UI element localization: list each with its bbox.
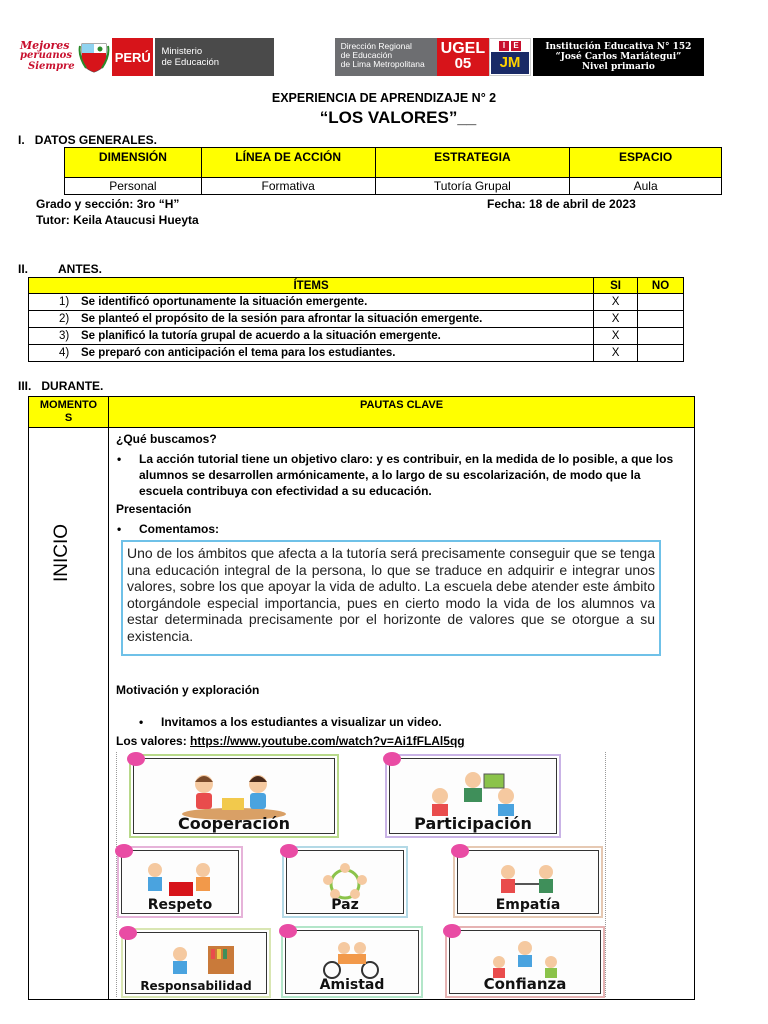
momento-inicio: INICIO — [51, 523, 73, 583]
badge-icon — [279, 924, 297, 938]
que-buscamos-heading: ¿Qué buscamos? — [116, 432, 217, 446]
children-respect-icon — [135, 860, 225, 900]
durante-table — [28, 396, 695, 1000]
comentamos-item: • Comentamos: — [117, 522, 220, 536]
fecha: Fecha: 18 de abril de 2023 — [487, 197, 636, 211]
child-reading-icon — [146, 942, 246, 978]
value-card-responsabilidad: Responsabilidad — [121, 928, 271, 998]
value-card-cooperacion: Cooperación — [129, 754, 339, 838]
table-header: ESTRATEGIA — [375, 148, 570, 178]
children-participating-icon — [418, 768, 528, 820]
badge-icon — [119, 926, 137, 940]
section-1-heading: I. DATOS GENERALES. — [18, 133, 157, 147]
table-cell: Personal — [65, 178, 202, 195]
tutor: Tutor: Keila Ataucusi Hueyta — [36, 213, 199, 227]
ugel-logo: UGEL 05 — [437, 38, 490, 76]
table-cell: Aula — [570, 178, 722, 195]
document-title: EXPERIENCIA DE APRENDIZAJE N° 2 — [271, 91, 497, 105]
table-row: 4) Se preparó con anticipación el tema para los estudiantes. X — [29, 345, 684, 362]
table-header: LÍNEA DE ACCIÓN — [201, 148, 375, 178]
school-name: Institución Educativa N° 152 “José Carlos Mariátegui” Nivel primario — [533, 38, 704, 76]
table-header: NO — [638, 278, 684, 294]
value-card-empatia: Empatía — [453, 846, 603, 918]
video-link[interactable]: https://www.youtube.com/watch?v=Ai1fFLAl5qg — [190, 734, 465, 748]
badge-icon — [443, 924, 461, 938]
value-card-respeto: Respeto — [117, 846, 243, 918]
momentos-header: MOMENTO S — [29, 397, 109, 428]
children-cooperating-icon — [174, 768, 294, 820]
children-circle-icon — [300, 860, 390, 900]
values-illustration — [116, 752, 606, 997]
quote-box: Uno de los ámbitos que afecta a la tutoría será precisamente conseguir que se tenga una educación integral de la persona, lo que se traduce en adquirir e integrar unos valores, sobre los que apoyar la vida de adulto. La escuela debe atender este ámbito otorgándole especial importancia, pues en cierto modo la vida de los alumnos va estar determinada precisamente por el horizonte de valores que se otorgue a su existencia. — [121, 540, 661, 656]
table-header: DIMENSIÓN — [65, 148, 202, 178]
header-banner — [18, 38, 704, 76]
value-card-confianza: Confianza — [445, 926, 605, 998]
value-card-paz: Paz — [282, 846, 408, 918]
pautas-cell — [109, 428, 694, 999]
dre-label: Dirección Regional de Educación de Lima Metropolitana — [335, 38, 437, 76]
table-cell: Formativa — [201, 178, 375, 195]
general-data-table — [64, 147, 722, 195]
school-logo: I E JM — [489, 38, 531, 76]
table-row: 2) Se planteó el propósito de la sesión para afrontar la situación emergente. X — [29, 311, 684, 328]
badge-icon — [451, 844, 469, 858]
children-trust-icon — [475, 940, 575, 980]
mejores-peruanos-logo: Mejores peruanos Siempre — [20, 39, 75, 72]
table-header: ÍTEMS — [29, 278, 594, 294]
table-row: 1) Se identificó oportunamente la situación emergente. X — [29, 294, 684, 311]
children-empathy-icon — [478, 860, 578, 900]
table-row: 3) Se planificó la tutoría grupal de acuerdo a la situación emergente. X — [29, 328, 684, 345]
ministerio-label: Ministerio de Educación — [153, 38, 274, 76]
section-2-heading: II. ANTES. — [18, 262, 103, 276]
presentacion-heading: Presentación — [116, 502, 192, 516]
valores-line: Los valores: https://www.youtube.com/watch?v=Ai1fFLAl5qg — [116, 734, 465, 748]
table-header: SI — [594, 278, 638, 294]
badge-icon — [115, 844, 133, 858]
children-bicycle-icon — [304, 940, 400, 980]
peru-label: PERÚ — [112, 38, 153, 76]
momento-cell — [29, 428, 109, 999]
value-card-participacion: Participación — [385, 754, 561, 838]
badge-icon — [383, 752, 401, 766]
table-header: ESPACIO — [570, 148, 722, 178]
document-subtitle: “LOS VALORES”__ — [319, 108, 477, 127]
objetivo-paragraph: • La acción tutorial tiene un objetivo claro: y es contribuir, en la medida de lo posible, a que los alumnos se desarrollen armónicamente, a lo largo de su escolarización, de modo que la escuela contribuya con efectividad a su educación. — [117, 452, 674, 498]
invitamos-item: • Invitamos a los estudiantes a visualizar un video. — [139, 715, 442, 729]
badge-icon — [127, 752, 145, 766]
pautas-header: PAUTAS CLAVE — [359, 399, 444, 411]
section-3-heading: III. DURANTE. — [18, 379, 104, 393]
antes-table — [28, 277, 684, 362]
badge-icon — [280, 844, 298, 858]
durante-header-row — [29, 397, 694, 428]
grado-seccion: Grado y sección: 3ro “H” — [36, 197, 180, 211]
motivacion-heading: Motivación y exploración — [116, 683, 260, 697]
value-card-amistad: Amistad — [281, 926, 423, 998]
peru-coat-of-arms-icon — [76, 38, 112, 76]
table-cell: Tutoría Grupal — [375, 178, 570, 195]
